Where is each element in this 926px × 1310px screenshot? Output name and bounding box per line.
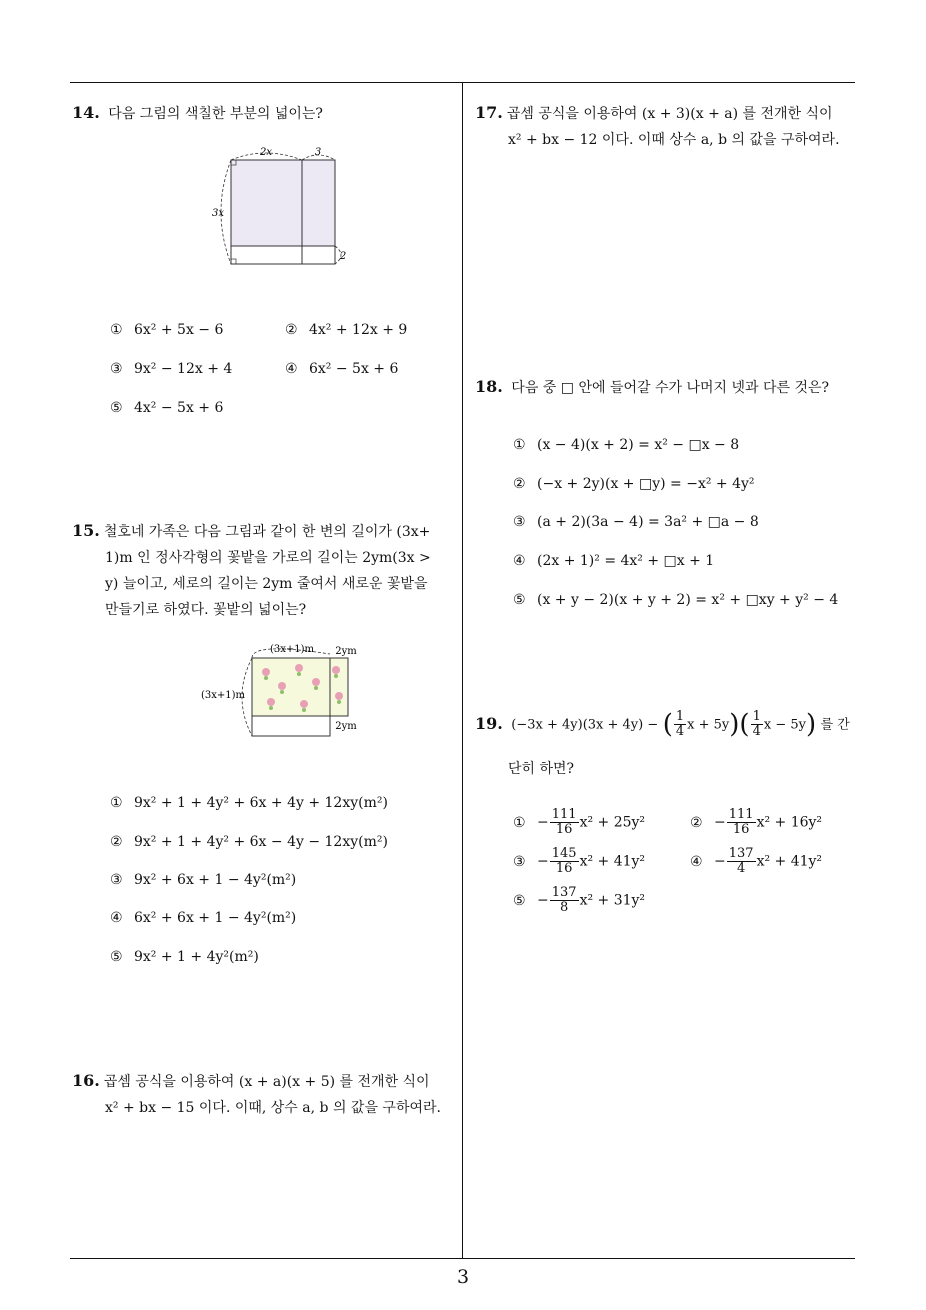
q14-option-5[interactable]: ⑤ 4x² − 5x + 6 [110,400,224,416]
q19-option-5[interactable]: ⑤ − $\frac{137}{8}$ x² + 31y² [513,885,646,915]
column-divider [462,82,463,1258]
label-side: (3x+1)m [200,690,246,701]
label-2x: 2x [259,147,273,158]
label-bottom-right: 2ym [335,721,357,732]
label-top: (3x+1)m [269,644,315,655]
question-number: 17. [475,103,503,122]
q15-option-3[interactable]: ③ 9x² + 6x + 1 − 4y²(m²) [110,872,297,888]
q14-option-1[interactable]: ① 6x² + 5x − 6 [110,322,224,338]
q15-option-5[interactable]: ⑤ 9x² + 1 + 4y²(m²) [110,949,259,965]
q14-figure [205,140,365,270]
q19-option-4[interactable]: ④ − $\frac{137}{4}$ x² + 41y² [690,846,823,876]
question-17: 17. 곱셈 공식을 이용하여 (x + 3)(x + a) 를 전개한 식이 x² + bx − 12 이다. 이때 상수 a, b 의 값을 구하여라. [475,103,840,148]
question-number: 14. [72,103,100,122]
question-19-line2: 단히 하면? [508,761,575,777]
q15-option-2[interactable]: ② 9x² + 1 + 4y² + 6x − 4y − 12xy(m²) [110,834,388,850]
label-top-right: 2ym [335,646,357,657]
page-number: 3 [456,1266,470,1288]
q19-option-1[interactable]: ① − $\frac{111}{16}$ x² + 25y² [513,807,646,837]
q18-option-2[interactable]: ② (−x + 2y)(x + □y) = −x² + 4y² [513,476,755,492]
question-14 [72,100,457,127]
q18-option-3[interactable]: ③ (a + 2)(3a − 4) = 3a² + □a − 8 [513,514,759,530]
q19-option-2[interactable]: ② − $\frac{111}{16}$ x² + 16y² [690,807,823,837]
shaded-region [231,160,335,246]
bottom-rule [70,1258,855,1259]
label-3: 3 [314,147,322,158]
q18-option-1[interactable]: ① (x − 4)(x + 2) = x² − □x − 8 [513,437,740,453]
question-number: 16. [72,1071,100,1090]
q14-option-4[interactable]: ④ 6x² − 5x + 6 [285,361,399,377]
q14-option-3[interactable]: ③ 9x² − 12x + 4 [110,361,233,377]
q15-option-1[interactable]: ① 9x² + 1 + 4y² + 6x + 4y + 12xy(m²) [110,795,388,811]
question-stem: 다음 그림의 색칠한 부분의 넓이는? [108,106,323,122]
q18-option-4[interactable]: ④ (2x + 1)² = 4x² + □x + 1 [513,553,715,569]
q15-figure [196,640,376,745]
q18-option-5[interactable]: ⑤ (x + y − 2)(x + y + 2) = x² + □xy + y² − 4 [513,592,839,608]
question-15: 15. 철호네 가족은 다음 그림과 같이 한 변의 길이가 (3x+ 1)m 인 정사각형의 꽃밭을 가로의 길이는 2ym(3x > y) 늘이고, 세로의 길이는 2ym 줄여서 새로운 꽃밭을 만들기로 하였다. 꽃밭의 넓이는? [72,521,431,618]
question-number: 19. [475,713,503,733]
question-16: 16. 곱셈 공식을 이용하여 (x + a)(x + 5) 를 전개한 식이 x² + bx − 15 이다. 이때, 상수 a, b 의 값을 구하여라. [72,1071,441,1116]
question-19: 19. (−3x + 4y)(3x + 4y) − ( $\frac{1}{4}$ x + 5y)( $\frac{1}{4}$ x − 5y) 를 간 [475,709,850,740]
question-18: 18. 다음 중 □ 안에 들어갈 수가 나머지 넷과 다른 것은? [475,377,830,396]
q14-option-2[interactable]: ② 4x² + 12x + 9 [285,322,408,338]
label-2: 2 [339,251,347,262]
q15-option-4[interactable]: ④ 6x² + 6x + 1 − 4y²(m²) [110,910,297,926]
question-number: 18. [475,377,503,396]
q19-option-3[interactable]: ③ − $\frac{145}{16}$ x² + 41y² [513,846,646,876]
unshaded-strip [231,246,335,264]
removed-strip [252,716,330,736]
label-3x: 3x [211,208,225,219]
question-number: 15. [72,521,100,540]
